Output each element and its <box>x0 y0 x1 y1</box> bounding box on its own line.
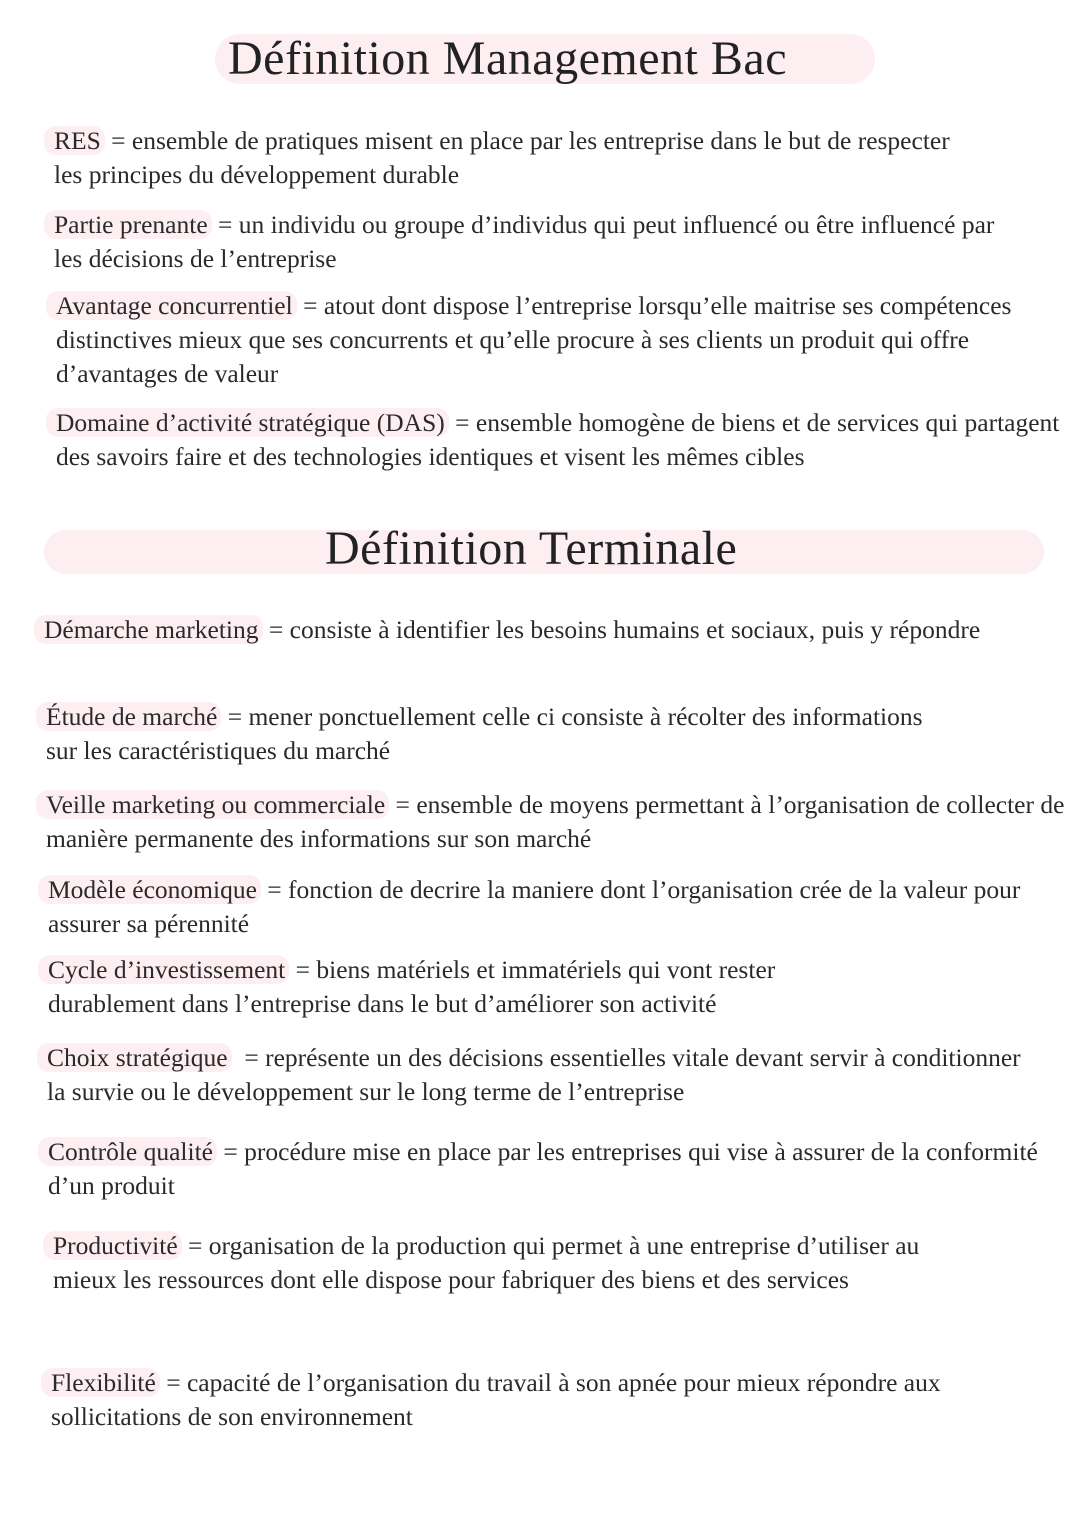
definition-text: organisation de la production qui permet à une entreprise d’utiliser au mieux les ressources dont elle dispose pour fabriquer des biens et des services <box>53 1231 920 1294</box>
separator: = <box>448 408 476 437</box>
separator: = <box>211 210 239 239</box>
term-das: Domaine d’activité stratégique (DAS) <box>46 408 449 437</box>
page-title: Définition Management Bac <box>228 32 787 85</box>
separator: = <box>260 875 289 904</box>
definition-text: représente un des décisions essentielles vitale devant servir à conditionner la survie ou le développement sur le long terme de l’entreprise <box>47 1043 1021 1106</box>
term-avantage-concurrentiel: Avantage concurrentiel <box>46 291 297 320</box>
definition-controle-qualite <box>48 1135 1048 1203</box>
separator: = <box>104 126 132 155</box>
term-productivite: Productivité <box>43 1231 182 1260</box>
separator: = <box>289 955 317 984</box>
definition-avantage-concurrentiel <box>56 289 1041 391</box>
definition-text: capacité de l’organisation du travail à son apnée pour mieux répondre aux sollicitations de son environnement <box>51 1368 941 1431</box>
definition-choix-strategique <box>47 1041 1032 1109</box>
definition-text: biens matériels et immatériels qui vont rester durablement dans l’entreprise dans le but d’améliorer son activité <box>48 955 776 1018</box>
term-controle-qualite: Contrôle qualité <box>38 1137 217 1166</box>
definition-das <box>56 406 1066 474</box>
term-choix-strategique: Choix stratégique <box>37 1043 232 1072</box>
term-demarche-marketing: Démarche marketing <box>34 615 263 644</box>
definition-text: atout dont dispose l’entreprise lorsqu’elle maitrise ses compétences distinctives mieux que ses concurrents et qu’elle procure à ses clients un produit qui offre d’avantages de valeur <box>56 291 1012 388</box>
definition-cycle-investissement <box>48 953 908 1021</box>
term-res: RES <box>44 126 105 155</box>
separator: = <box>217 1137 245 1166</box>
definition-text: fonction de decrire la maniere dont l’organisation crée de la valeur pour assurer sa pérennité <box>48 875 1021 938</box>
definition-res <box>54 124 974 192</box>
separator: = <box>231 1043 266 1072</box>
definition-partie-prenante <box>54 208 1004 276</box>
definition-productivite <box>53 1229 983 1297</box>
term-modele-economique: Modèle économique <box>38 875 261 904</box>
definition-etude-de-marche <box>46 700 926 768</box>
section-title-terminale: Définition Terminale <box>325 522 738 575</box>
definition-demarche-marketing <box>44 613 1029 647</box>
definition-text: ensemble de pratiques misent en place par les entreprise dans le but de respecter les principes du développement durable <box>54 126 950 189</box>
separator: = <box>296 291 324 320</box>
term-etude-de-marche: Étude de marché <box>36 702 221 731</box>
term-partie-prenante: Partie prenante <box>44 210 212 239</box>
term-veille-marketing: Veille marketing ou commerciale <box>36 790 389 819</box>
term-flexibilite: Flexibilité <box>41 1368 160 1397</box>
separator: = <box>181 1231 209 1260</box>
separator: = <box>221 702 249 731</box>
term-cycle-investissement: Cycle d’investissement <box>38 955 289 984</box>
definition-text: consiste à identifier les besoins humains et sociaux, puis y répondre <box>289 615 981 644</box>
definition-text: procédure mise en place par les entreprises qui vise à assurer de la conformité d’un produit <box>48 1137 1038 1200</box>
separator: = <box>159 1368 187 1397</box>
definition-modele-economique <box>48 873 1058 941</box>
separator: = <box>262 615 290 644</box>
definition-text: mener ponctuellement celle ci consiste à récolter des informations sur les caractéristiques du marché <box>46 702 923 765</box>
definition-text: ensemble de moyens permettant à l’organisation de collecter de manière permanente des informations sur son marché <box>46 790 1065 853</box>
separator: = <box>389 790 417 819</box>
definition-text: ensemble homogène de biens et de services qui partagent des savoirs faire et des technologies identiques et visent les mêmes cibles <box>56 408 1060 471</box>
definition-veille-marketing <box>46 788 1066 856</box>
definition-text: un individu ou groupe d’individus qui peut influencé ou être influencé par les décisions de l’entreprise <box>54 210 995 273</box>
definition-flexibilite <box>51 1366 1061 1434</box>
